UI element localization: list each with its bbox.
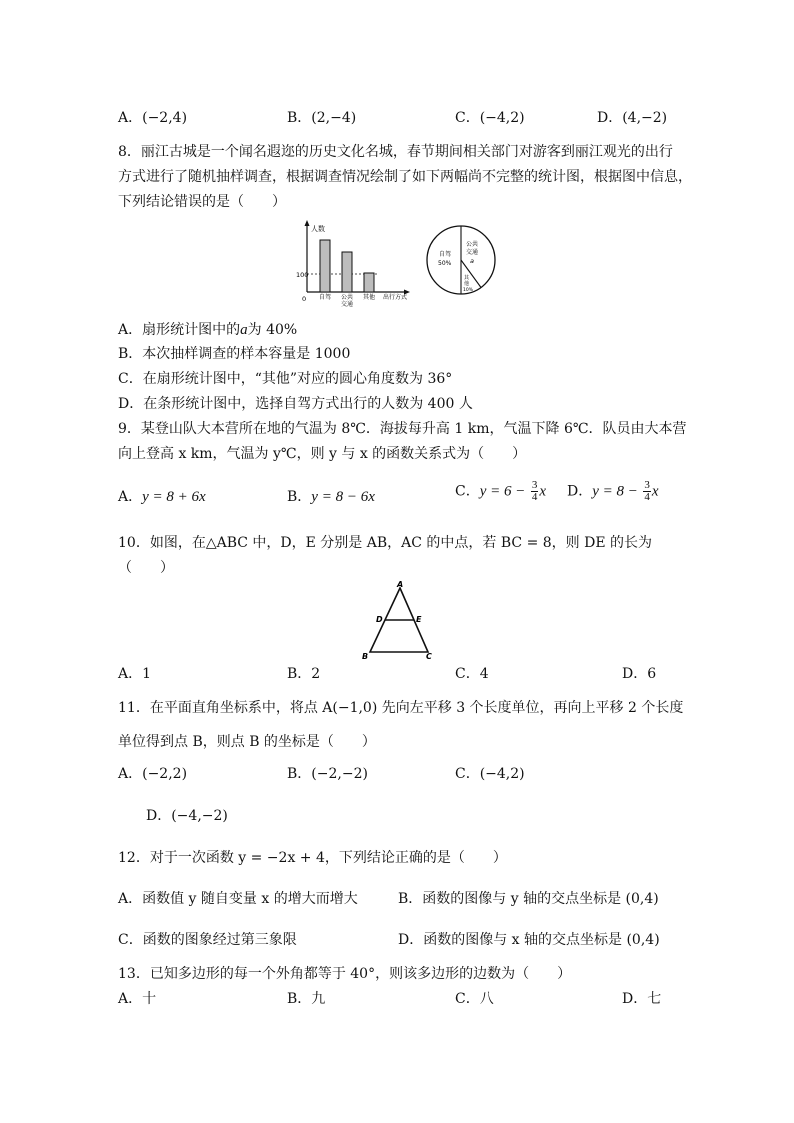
q8-pie-chart	[425, 222, 497, 298]
q8-stem-line2: 方式进行了随机抽样调查，根据调查情况绘制了如下两幅尚不完整的统计图，根据图中信息，	[118, 169, 692, 185]
bar-chart-ytick: 100	[296, 271, 309, 279]
q12-stem: 12．对于一次函数 y = −2x + 4，下列结论正确的是（ ）	[118, 850, 507, 866]
pie-label-public-b: 交通	[466, 249, 479, 256]
q10-option-c: C．4	[455, 666, 489, 682]
point-c-label: C	[426, 652, 432, 661]
q13-option-b: B．九	[287, 991, 326, 1007]
bar-chart-cat3: 其他	[363, 294, 376, 301]
q8-option-c: C．在扇形统计图中，“其他”对应的圆心角度数为 36°	[118, 371, 453, 387]
bar-chart-cat2b: 交通	[341, 301, 354, 308]
q11-stem-line1: 11．在平面直角坐标系中，将点 A(−1,0) 先向左平移 3 个长度单位，再向上平移 2 个长度	[118, 700, 684, 716]
bar-public-transport	[342, 252, 352, 292]
point-a-label: A	[397, 580, 404, 589]
bar-other	[364, 273, 374, 292]
q10-option-a: A．1	[118, 666, 152, 682]
q9-option-c: C．y = 6 − $\frac{3}{4}$ x	[455, 479, 546, 503]
q9-option-d: D．y = 8 − $\frac{3}{4}$ x	[567, 479, 659, 503]
bar-chart-ylabel: 人数	[311, 225, 325, 233]
q9-stem-line1: 9．某登山队大本营所在地的气温为 8℃．海拔每升高 1 km，气温下降 6℃．队员由大本营	[118, 421, 687, 437]
point-b-label: B	[362, 652, 369, 661]
q12-option-d: D．函数的图像与 x 轴的交点坐标是 (0,4)	[398, 932, 660, 948]
pie-label-other-b: 他	[464, 281, 470, 287]
q10-stem-line2: （ ）	[118, 560, 174, 576]
q11-option-b: B．(−2,−2)	[287, 766, 368, 782]
pie-label-public-a: 公共	[466, 241, 479, 248]
q7-option-d: D．(4,−2)	[597, 110, 668, 126]
q7-option-b: B．(2,−4)	[287, 110, 357, 126]
bar-chart-cat2a: 公共	[341, 294, 354, 301]
q12-option-c: C．函数的图象经过第三象限	[118, 932, 297, 948]
q9-stem-line2: 向上登高 x km，气温为 y℃，则 y 与 x 的函数关系式为（ ）	[118, 446, 527, 462]
q8-option-a: A．扇形统计图中的a为 40%	[118, 322, 298, 338]
q8-stem-line1: 8．丽江古城是一个闻名遐迩的历史文化名城，春节期间相关部门对游客到丽江观光的出行	[118, 144, 673, 160]
q13-stem: 13．已知多边形的每一个外角都等于 40°，则该多边形的边数为（ ）	[118, 966, 572, 982]
q10-option-b: B．2	[287, 666, 321, 682]
bar-chart-y-arrow	[305, 220, 310, 226]
bar-chart-cat1: 自驾	[319, 294, 332, 301]
q9-option-b: B．y = 8 − 6x	[287, 489, 375, 505]
pie-label-self-drive-pct: 50%	[438, 260, 452, 267]
q11-option-a: A．(−2,2)	[118, 766, 188, 782]
point-d-label: D	[376, 615, 383, 624]
q7-option-c: C．(−4,2)	[455, 110, 525, 126]
q10-option-d: D．6	[622, 666, 657, 682]
q13-option-d: D．七	[622, 991, 662, 1007]
q11-stem-line2: 单位得到点 B，则点 B 的坐标是（ ）	[118, 734, 376, 750]
q9-option-a: A．y = 8 + 6x	[118, 489, 206, 505]
q10-stem-line1: 10．如图，在△ABC 中，D，E 分别是 AB，AC 的中点，若 BC = 8，则 DE 的长为	[118, 535, 653, 551]
pie-label-public-var: a	[470, 257, 474, 265]
q8-stem-line3: 下列结论错误的是（ ）	[118, 194, 286, 210]
q10-triangle-figure	[358, 580, 438, 664]
q7-option-a: A．(−2,4)	[118, 110, 188, 126]
point-e-label: E	[416, 615, 422, 624]
bar-chart-xlabel: 出行方式	[383, 294, 408, 301]
q13-option-a: A．十	[118, 991, 157, 1007]
q12-option-b: B．函数的图像与 y 轴的交点坐标是 (0,4)	[398, 891, 659, 907]
q8-bar-chart	[290, 218, 430, 310]
pie-label-self-drive: 自驾	[439, 251, 452, 258]
q8-option-d: D．在条形统计图中，选择自驾方式出行的人数为 400 人	[118, 396, 473, 412]
q12-option-a: A．函数值 y 随自变量 x 的增大而增大	[118, 891, 358, 907]
pie-label-other-pct: 10%	[463, 288, 474, 293]
q8-option-b: B．本次抽样调查的样本容量是 1000	[118, 346, 351, 362]
bar-chart-origin: 0	[302, 295, 307, 303]
q11-option-d: D．(−4,−2)	[146, 808, 228, 824]
q11-option-c: C．(−4,2)	[455, 766, 525, 782]
bar-self-drive	[320, 240, 330, 292]
q13-option-c: C．八	[455, 991, 494, 1007]
pie-label-other-a: 其	[464, 275, 470, 281]
